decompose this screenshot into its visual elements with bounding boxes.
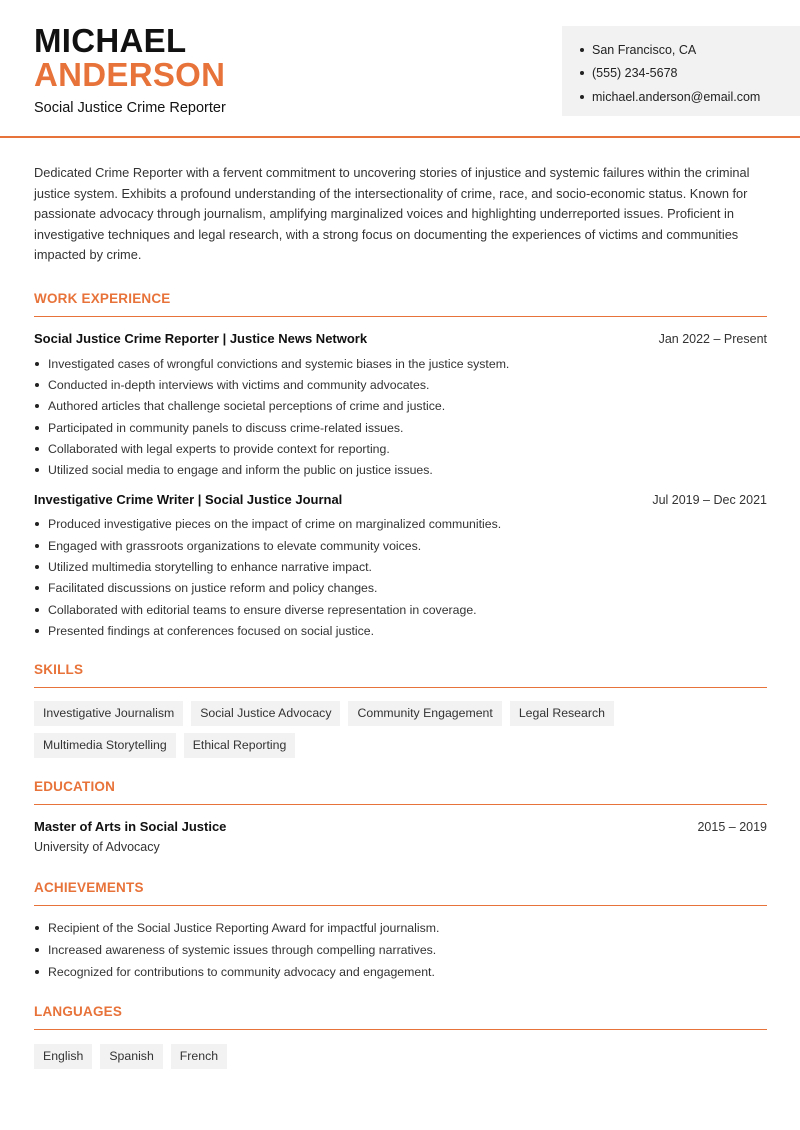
achievements-list: [34, 917, 767, 983]
bullet-icon: [35, 362, 39, 366]
contact-box: [562, 26, 800, 116]
summary: Dedicated Crime Reporter with a fervent commitment to uncovering stories of injustice and systemic failures within the criminal justice system. Exhibits a profound understanding of the intersectionality of crime, race, and socio-economic status. Known for passionate advocacy through journalism, amplifying marginalized voices and highlighting underreported issues. Proficient in investigative techniques and legal research, with a strong focus on documenting the experiences of victims and communities impacted by crime.: [34, 165, 750, 263]
job-role: Investigative Crime Writer | Social Justice Journal: [34, 491, 343, 507]
resume-header: [0, 0, 800, 138]
languages-section: [34, 1004, 767, 1076]
bullet-icon: [35, 608, 39, 612]
list-item-text: Authored articles that challenge societal perceptions of crime and justice.: [48, 399, 446, 414]
list-item: [34, 578, 767, 599]
last-name: ANDERSON: [34, 56, 226, 93]
job-bullets: [34, 353, 767, 481]
skill-tag: Ethical Reporting: [184, 733, 296, 758]
bullet-icon: [35, 447, 39, 451]
list-item-text: Conducted in-depth interviews with victims and community advocates.: [48, 377, 430, 392]
skill-tag: Investigative Journalism: [34, 701, 183, 726]
skills-section: [34, 662, 767, 765]
list-item: [34, 917, 767, 939]
list-item-text: Produced investigative pieces on the impact of crime on marginalized communities.: [48, 517, 502, 532]
section-title-achievements: ACHIEVEMENTS: [34, 880, 767, 906]
list-item-text: Recipient of the Social Justice Reporting Award for impactful journalism.: [48, 920, 440, 935]
resume-body: [34, 163, 767, 1076]
school: University of Advocacy: [34, 839, 160, 854]
list-item: [34, 374, 767, 395]
list-item: [34, 556, 767, 577]
education-date: 2015 – 2019: [697, 819, 767, 834]
skill-tag: Social Justice Advocacy: [191, 701, 340, 726]
contact-location-text: San Francisco, CA: [592, 42, 697, 57]
bullet-icon: [35, 383, 39, 387]
list-item-text: Engaged with grassroots organizations to elevate community voices.: [48, 538, 422, 553]
degree: Master of Arts in Social Justice: [34, 818, 227, 834]
list-item: [34, 396, 767, 417]
section-title-work: WORK EXPERIENCE: [34, 291, 767, 317]
list-item-text: Investigated cases of wrongful convictions and systemic biases in the justice system.: [48, 356, 510, 371]
list-item-text: Increased awareness of systemic issues through compelling narratives.: [48, 942, 437, 957]
bullet-icon: [580, 71, 584, 75]
achievements-section: [34, 880, 767, 983]
bullet-icon: [35, 970, 39, 974]
list-item: [34, 459, 767, 480]
list-item: [34, 417, 767, 438]
list-item-text: Utilized social media to engage and inform the public on justice issues.: [48, 463, 433, 478]
bullet-icon: [35, 565, 39, 569]
job-entry: [34, 331, 767, 481]
bullet-icon: [35, 544, 39, 548]
bullet-icon: [580, 95, 584, 99]
skill-tag: Community Engagement: [348, 701, 501, 726]
language-tag: French: [171, 1044, 227, 1069]
section-title-education: EDUCATION: [34, 779, 767, 805]
education-section: [34, 779, 767, 854]
skill-tag: Legal Research: [510, 701, 614, 726]
bullet-icon: [35, 926, 39, 930]
list-item: [34, 939, 767, 961]
bullet-icon: [35, 468, 39, 472]
job-head: [34, 492, 767, 507]
section-title-skills: SKILLS: [34, 662, 767, 688]
bullet-icon: [35, 629, 39, 633]
list-item-text: Recognized for contributions to community advocacy and engagement.: [48, 964, 435, 979]
bullet-icon: [580, 48, 584, 52]
list-item: [34, 535, 767, 556]
bullet-icon: [35, 426, 39, 430]
list-item: [34, 438, 767, 459]
bullet-icon: [35, 586, 39, 590]
list-item: [34, 599, 767, 620]
job-date: Jan 2022 – Present: [658, 331, 767, 346]
list-item: [34, 620, 767, 641]
bullet-icon: [35, 948, 39, 952]
language-tag: English: [34, 1044, 92, 1069]
job-date: Jul 2019 – Dec 2021: [652, 492, 767, 507]
work-section: [34, 291, 767, 642]
bullet-icon: [35, 522, 39, 526]
section-title-languages: LANGUAGES: [34, 1004, 767, 1030]
contact-email[interactable]: [580, 85, 800, 109]
contact-phone-text: (555) 234-5678: [592, 66, 678, 81]
list-item: [34, 514, 767, 535]
list-item-text: Collaborated with legal experts to provide context for reporting.: [48, 441, 390, 456]
skills-tags: [34, 701, 767, 765]
languages-tags: [34, 1044, 767, 1076]
job-role: Social Justice Crime Reporter | Justice News Network: [34, 330, 368, 346]
contact-location: [580, 38, 800, 62]
list-item-text: Utilized multimedia storytelling to enhance narrative impact.: [48, 559, 372, 574]
education-head: [34, 819, 767, 834]
job-title: Social Justice Crime Reporter: [34, 100, 226, 116]
list-item-text: Collaborated with editorial teams to ensure diverse representation in coverage.: [48, 602, 477, 617]
language-tag: Spanish: [100, 1044, 162, 1069]
list-item-text: Participated in community panels to discuss crime-related issues.: [48, 420, 404, 435]
bullet-icon: [35, 404, 39, 408]
contact-phone: [580, 62, 800, 86]
job-head: [34, 331, 767, 346]
list-item-text: Presented findings at conferences focused on social justice.: [48, 623, 375, 638]
skill-tag: Multimedia Storytelling: [34, 733, 176, 758]
first-name: MICHAEL: [34, 22, 187, 59]
list-item: [34, 353, 767, 374]
job-bullets: [34, 514, 767, 642]
list-item-text: Facilitated discussions on justice reform and policy changes.: [48, 581, 378, 596]
job-entry: [34, 492, 767, 642]
contact-email-text[interactable]: michael.anderson@email.com: [592, 89, 761, 104]
list-item: [34, 961, 767, 983]
